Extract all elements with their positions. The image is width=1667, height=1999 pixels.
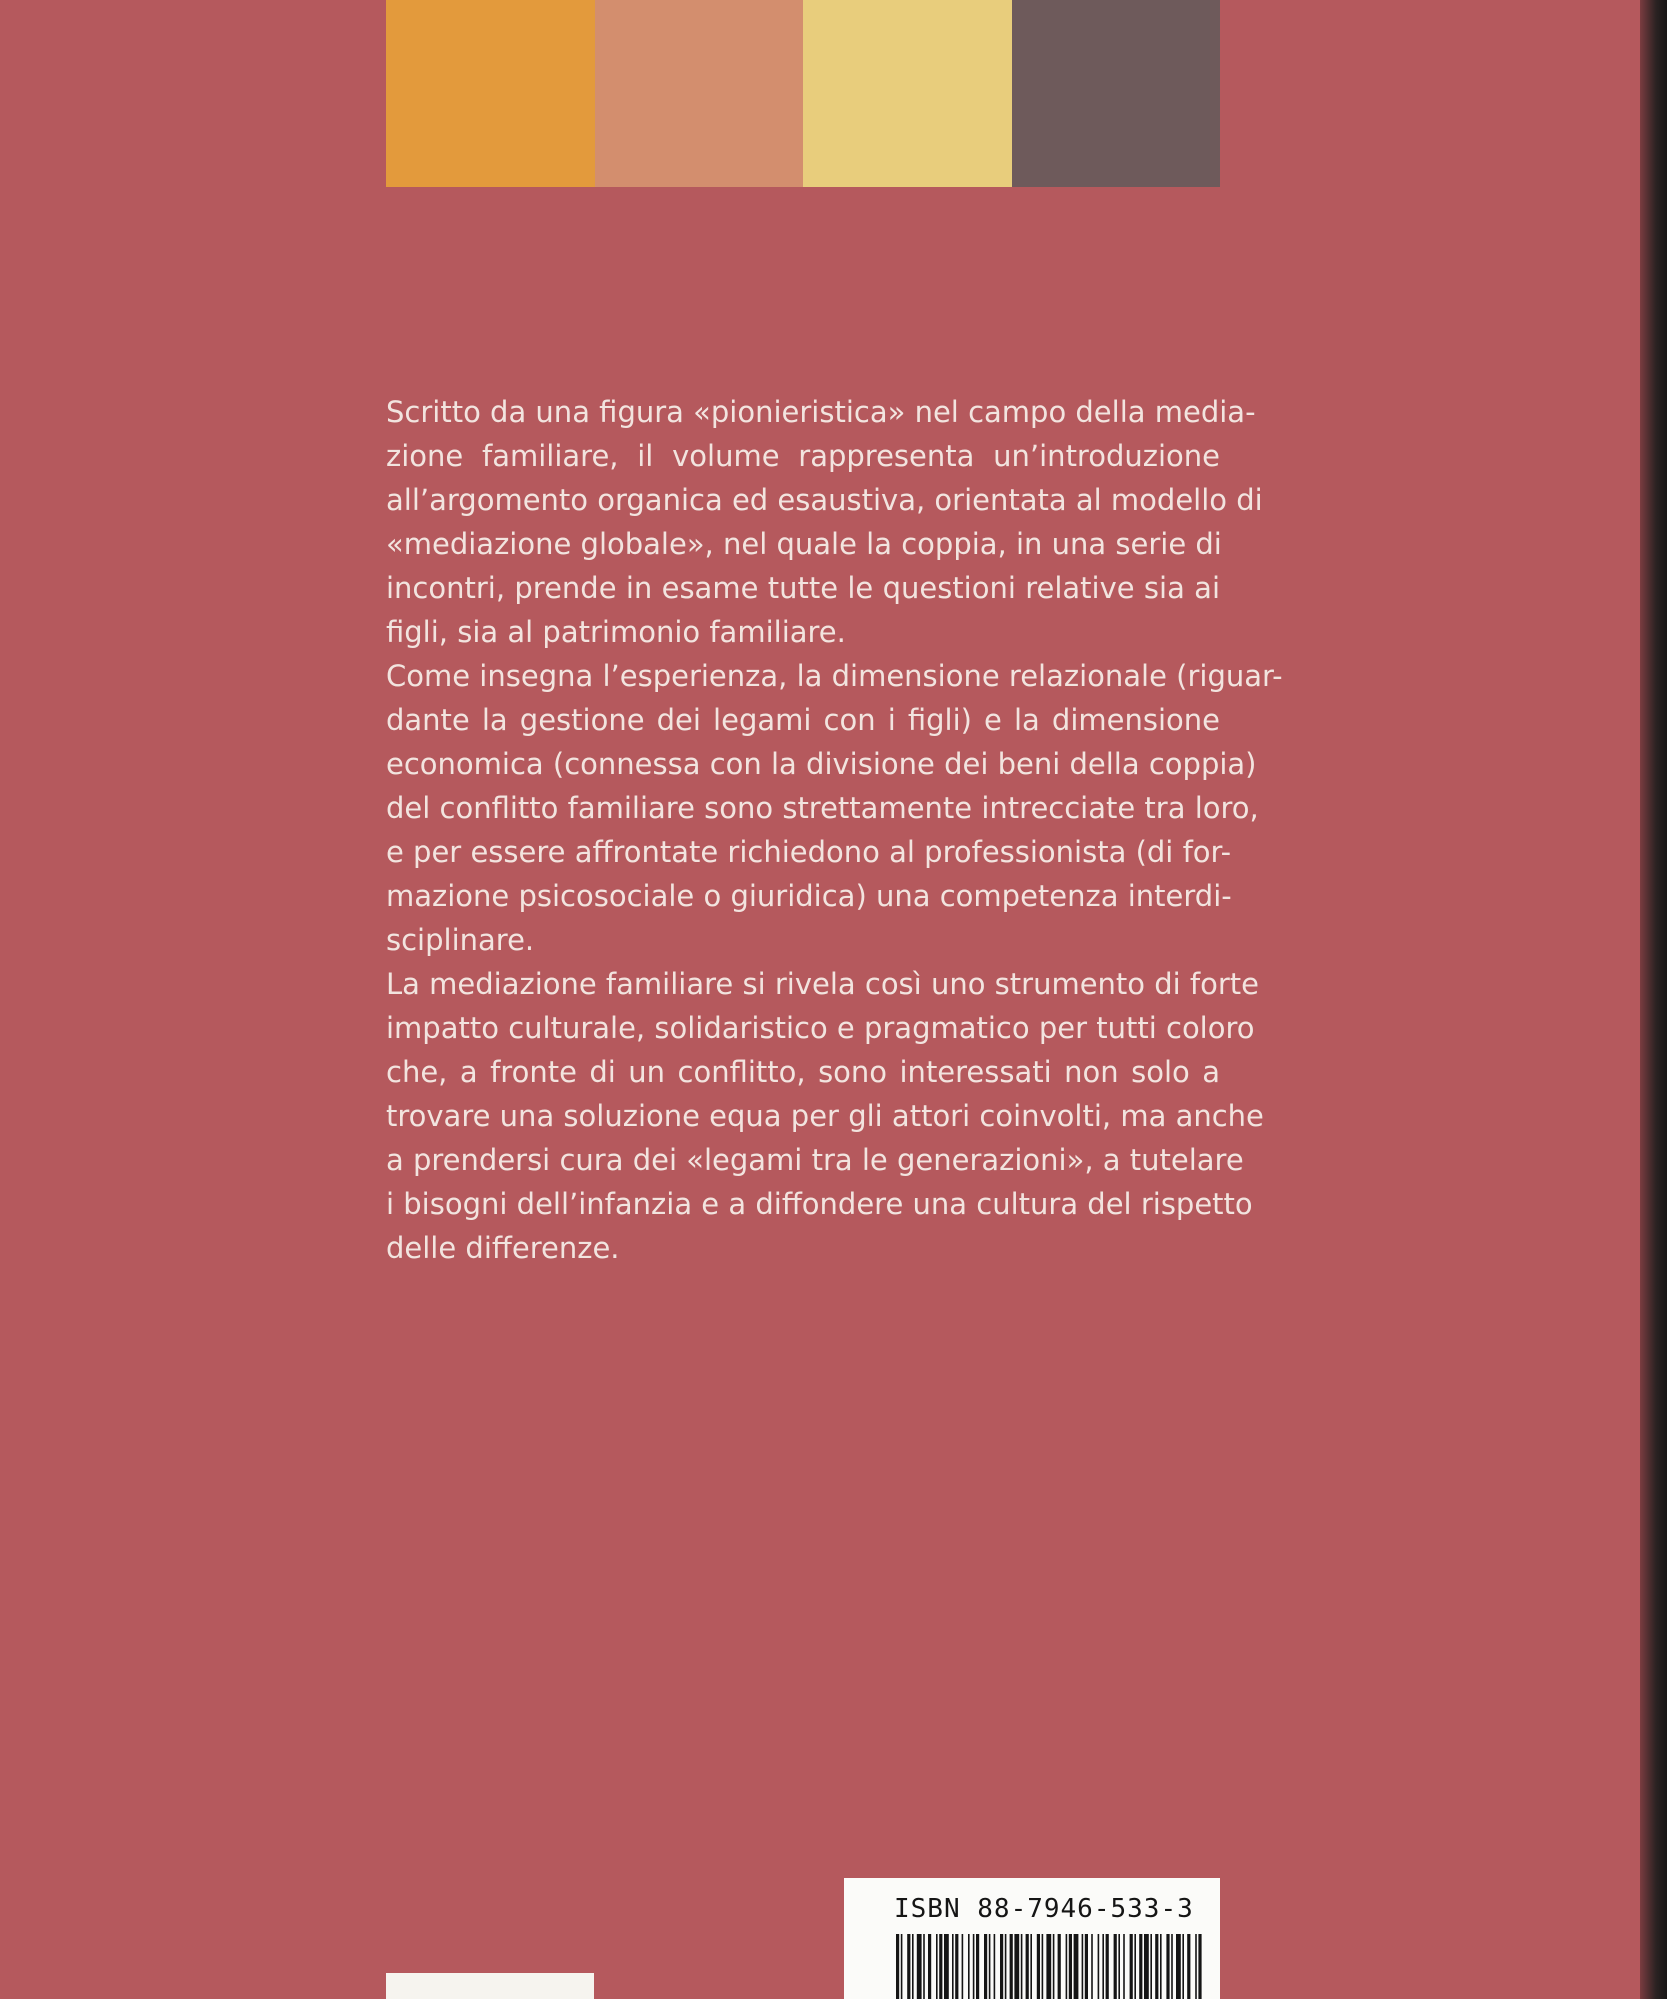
blurb-line: del conflitto familiare sono strettamente intrecciate tra loro, [386, 791, 1259, 825]
isbn-label: ISBN 88-7946-533-3 [894, 1894, 1194, 1924]
blurb-line: e per essere affrontate richiedono al professionista (di for- [386, 835, 1232, 869]
blurb-paragraph [386, 390, 1263, 654]
blurb-line: dante la gestione dei legami con i figli) e la dimensione [386, 703, 1220, 737]
blurb-line: Come insegna l’esperienza, la dimensione relazionale (riguar- [386, 659, 1283, 693]
blurb-line: «mediazione globale», nel quale la coppia, in una serie di [386, 527, 1222, 561]
blurb-line: delle differenze. [386, 1231, 620, 1265]
blurb-line: Scritto da una figura «pionieristica» nel campo della media- [386, 395, 1256, 429]
blurb-line: incontri, prende in esame tutte le questioni relative sia ai [386, 571, 1220, 605]
blurb-line: sciplinare. [386, 923, 535, 957]
swatch-tan [595, 0, 804, 187]
blurb-paragraph [386, 654, 1283, 962]
blurb-line: i bisogni dell’infanzia e a diffondere una cultura del rispetto [386, 1187, 1253, 1221]
swatch-taupe [1012, 0, 1221, 187]
cover-edge-shadow [1640, 0, 1667, 1999]
blurb-line: mazione psicosociale o giuridica) una competenza interdi- [386, 879, 1232, 913]
blurb-line: all’argomento organica ed esaustiva, orientata al modello di [386, 483, 1263, 517]
blurb-line: impatto culturale, solidaristico e pragmatico per tutti coloro [386, 1011, 1255, 1045]
blurb-line: che, a fronte di un conflitto, sono interessati non solo a [386, 1055, 1220, 1089]
color-swatch-strip [386, 0, 1220, 187]
blurb-line: La mediazione familiare si rivela così uno strumento di forte [386, 967, 1260, 1001]
swatch-orange [386, 0, 595, 187]
isbn-barcode-box [844, 1878, 1220, 1999]
blurb-line: figli, sia al patrimonio familiare. [386, 615, 846, 649]
barcode-graphic [894, 1934, 1204, 1999]
blurb-text [386, 390, 1283, 1270]
blurb-line: a prendersi cura dei «legami tra le generazioni», a tutelare [386, 1143, 1244, 1177]
blurb-paragraph [386, 962, 1264, 1270]
blurb-line: economica (connessa con la divisione dei beni della coppia) [386, 747, 1257, 781]
price-label-patch [386, 1973, 594, 1999]
swatch-yellow [803, 0, 1012, 187]
blurb-line: trovare una soluzione equa per gli attori coinvolti, ma anche [386, 1099, 1264, 1133]
blurb-line: zione familiare, il volume rappresenta un’introduzione [386, 439, 1220, 473]
